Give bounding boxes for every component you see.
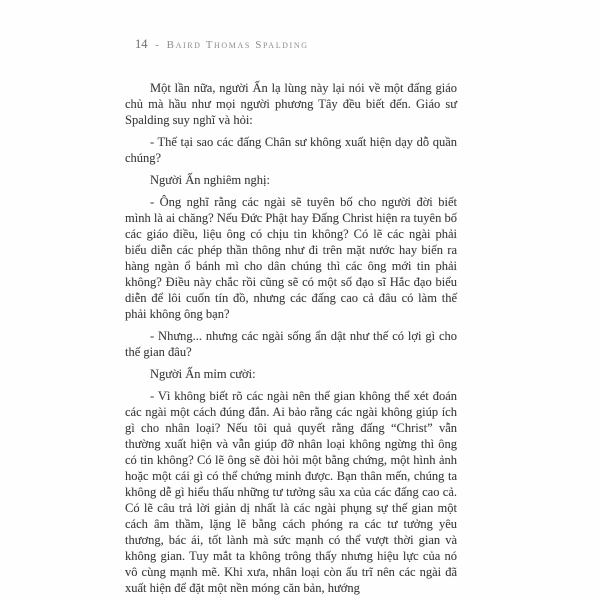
paragraph-narration-1: Một lần nữa, người Ấn lạ lùng này lại nói về một đấng giáo chủ mà hầu như mọi người phương Tây đều biết đến. Giáo sư Spalding suy nghĩ và hỏi:	[125, 81, 457, 127]
header-separator: -	[155, 39, 159, 51]
paragraph-dialogue-1: - Thế tại sao các đấng Chân sư không xuất hiện dạy dỗ quần chúng?	[125, 135, 457, 165]
page-number: 14	[135, 37, 148, 51]
paragraph-dialogue-4: - Vì không biết rõ các ngài nên thế gian không thể xét đoán các ngài một cách đúng đắn. Ai bảo rằng các ngài không giúp ích gì cho nhân loại? Nếu tôi quả quyết rằng đấng “Christ” vẫn thường xuất hiện và vẫn giúp đỡ nhân loại không ngừng thì ông có tin không? Có lẽ ông sẽ đòi hỏi một bằng chứng, một hình ảnh hoặc một cái gì có thể chứng minh được. Bạn thân mến, chúng ta không dễ gì hiểu thấu những tư tưởng sâu xa của các đấng cao cả. Có lẽ câu trả lời giản dị nhất là các ngài phụng sự thế gian một cách âm thầm, lặng lẽ bằng cách phóng ra các tư tưởng yêu thương, bác ái, tốt lành mà sức mạnh có thể vượt thời gian và không gian. Tuy mắt ta không trông thấy nhưng hiệu lực của nó vô cùng mạnh mẽ. Khi xưa, nhân loại còn ấu trĩ nên các ngài đã xuất hiện để đặt một nền móng căn bản, hướng	[125, 389, 457, 595]
page-body	[125, 80, 457, 600]
page-header	[135, 37, 309, 52]
paragraph-narration-2: Người Ấn nghiêm nghị:	[150, 173, 270, 187]
paragraph-dialogue-2: - Ông nghĩ rằng các ngài sẽ tuyên bố cho người đời biết mình là ai chăng? Nếu Đức Phật hay Đấng Christ hiện ra tuyên bố các giáo điều, liệu ông có chịu tin không? Có lẽ các ngài phải biểu diễn các phép thần thông như đi trên mặt nước hay biến ra hàng ngàn ổ bánh mì cho dân chúng thì các ông mới tin phải không? Điều này chắc rồi cũng sẽ có một số đạo sĩ Hắc đạo biểu diễn để lôi cuốn tín đồ, nhưng các đấng cao cả đâu có làm thế phải không ông bạn?	[125, 195, 457, 321]
paragraph-narration-3: Người Ấn mỉm cười:	[150, 367, 256, 381]
running-title: Baird Thomas Spalding	[166, 39, 309, 51]
paragraph-dialogue-3: - Nhưng... nhưng các ngài sống ẩn dật như thế có lợi gì cho thế gian đâu?	[125, 329, 457, 359]
